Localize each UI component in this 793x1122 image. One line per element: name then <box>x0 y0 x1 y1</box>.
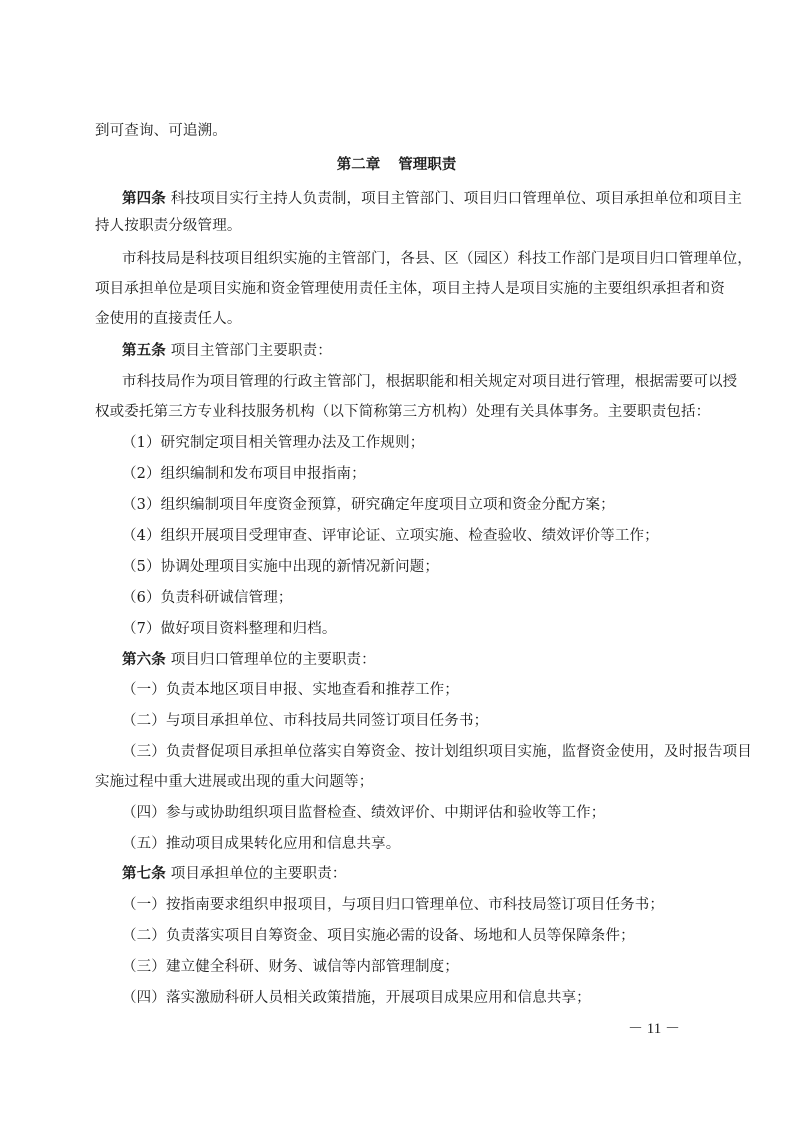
chapter-heading <box>0 155 793 175</box>
list-item: （7）做好项目资料整理和归档。 <box>122 621 337 637</box>
list-item: （四）落实激励科研人员相关政策措施，开展项目成果应用和信息共享； <box>122 990 591 1006</box>
article-4-label: 第四条 <box>122 191 166 207</box>
list-item: （二）与项目承担单位、市科技局共同签订项目任务书； <box>122 713 489 729</box>
article-4-line-1 <box>122 189 743 209</box>
list-item: （二）负责落实项目自筹资金、项目实施必需的设备、场地和人员等保障条件； <box>122 928 635 944</box>
list-item: （五）推动项目成果转化应用和信息共享。 <box>122 836 401 852</box>
list-item: （1）研究制定项目相关管理办法及工作规则； <box>122 435 425 451</box>
article-4-para2-line-2: 项目承担单位是项目实施和资金管理使用责任主体，项目主持人是项目实施的主要组织承担者和资 <box>95 281 725 297</box>
chapter-number: 第二章 <box>336 157 381 173</box>
list-item: （6）负责科研诚信管理； <box>122 590 293 606</box>
list-item-continuation: 实施过程中重大进展或出现的重大问题等； <box>95 774 374 790</box>
article-7-label: 第七条 <box>122 866 166 882</box>
article-4-text: 科技项目实行主持人负责制，项目主管部门、项目归口管理单位、项目承担单位和项目主 <box>170 191 743 207</box>
article-7-line <box>122 864 702 884</box>
list-item: （2）组织编制和发布项目申报指南； <box>122 466 366 482</box>
article-6-label: 第六条 <box>122 652 166 668</box>
list-item: （一）负责本地区项目申报、实地查看和推荐工作； <box>122 682 459 698</box>
list-item: （四）参与或协助组织项目监督检查、绩效评价、中期评估和验收等工作； <box>122 805 606 821</box>
article-5-text: 项目主管部门主要职责： <box>170 343 332 359</box>
list-item: （5）协调处理项目实施中出现的新情况新问题； <box>122 559 440 575</box>
article-5-para-line-2: 权或委托第三方专业科技服务机构（以下简称第三方机构）处理有关具体事务。主要职责包括： <box>95 404 711 420</box>
list-item: （一）按指南要求组织申报项目，与项目归口管理单位、市科技局签订项目任务书； <box>122 897 665 913</box>
article-5-para-line-1: 市科技局作为项目管理的行政主管部门，根据职能和相关规定对项目进行管理，根据需要可以授 <box>122 374 738 390</box>
chapter-title: 管理职责 <box>398 157 457 173</box>
continuation-line: 到可查询、可追溯。 <box>95 123 227 139</box>
list-item: （4）组织开展项目受理审查、评审论证、立项实施、检查验收、绩效评价等工作； <box>122 528 659 544</box>
article-5-line <box>122 341 702 361</box>
article-4-para2-line-3: 金使用的直接责任人。 <box>95 311 242 327</box>
list-item: （三）负责督促项目承担单位落实自筹资金、按计划组织项目实施，监督资金使用，及时报告项目 <box>122 744 752 760</box>
list-item: （三）建立健全科研、财务、诚信等内部管理制度； <box>122 959 459 975</box>
article-5-label: 第五条 <box>122 343 166 359</box>
article-4-line-2: 持人按职责分级管理。 <box>95 218 242 234</box>
article-7-text: 项目承担单位的主要职责： <box>170 866 347 882</box>
list-item: （3）组织编制项目年度资金预算，研究确定年度项目立项和资金分配方案； <box>122 497 615 513</box>
article-4-para2-line-1: 市科技局是科技项目组织实施的主管部门，各县、区（园区）科技工作部门是项目归口管理单位， <box>122 251 752 267</box>
article-6-text: 项目归口管理单位的主要职责： <box>170 652 376 668</box>
article-6-line <box>122 650 702 670</box>
page-number: － 11 － <box>628 1021 680 1037</box>
